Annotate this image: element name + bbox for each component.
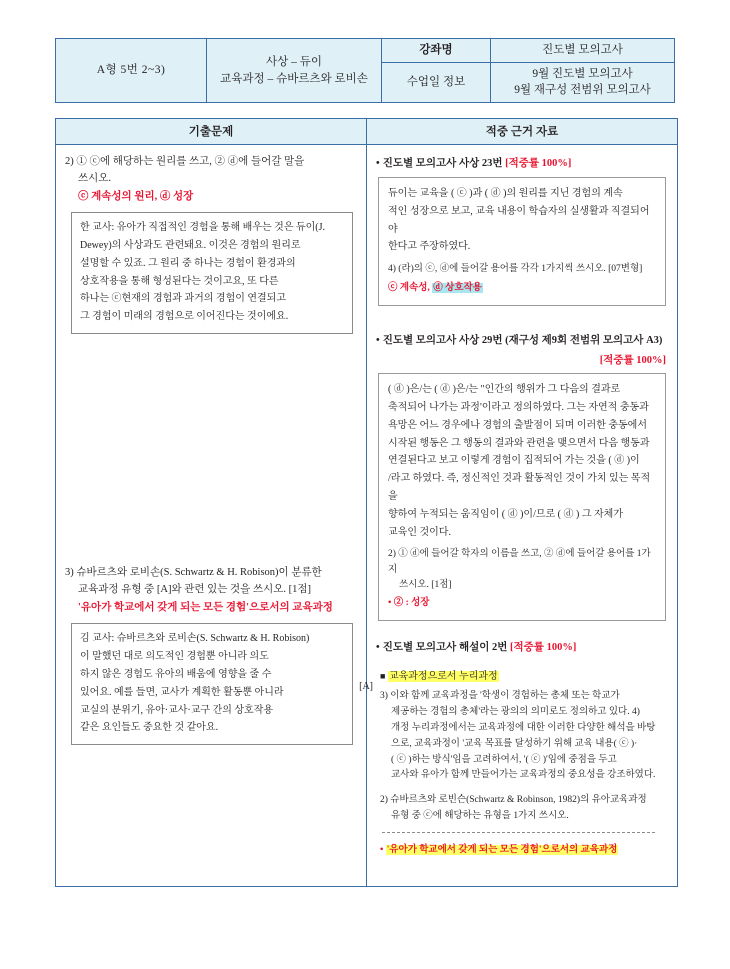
dialogue-box-kim — [71, 623, 353, 745]
header-topic — [207, 39, 382, 103]
dialogue-2-line5: 교실의 분위기, 유아·교사·교구 간의 상호작용 — [80, 704, 274, 716]
source-2-line2: 축적되어 나가는 과정'이라고 정의하였다. 그는 자연적 충동과 — [388, 402, 649, 414]
source-3-answer: '유아가 학교에서 갖게 되는 모든 경험'으로서의 교육과정 — [386, 845, 618, 856]
source-3-p1-line4: 으로, 교육과정이 '교육 목표를 달성하기 위해 교육 내용( ⓒ )· — [391, 738, 638, 749]
source-2-accuracy: [적중률 100%] — [599, 355, 666, 367]
source-2-heading — [376, 332, 668, 349]
header-topic-line2: 교육과정 – 슈바르츠와 로비손 — [220, 72, 368, 85]
header-topic-line1: 사상 – 듀이 — [266, 55, 322, 68]
source-1-box — [378, 177, 666, 306]
header-label-course: 강좌명 — [382, 39, 491, 63]
red-bullet-icon: • — [380, 845, 384, 856]
source-2-line8: 교육인 것이다. — [388, 526, 451, 538]
source-1-line3: 한다고 주장하였다. — [388, 241, 471, 253]
source-3-p1-line6: 교사와 유아가 함께 만들어가는 교육과정의 중요성을 강조하였다. — [391, 770, 656, 781]
source-3-p1-line5: ( ⓒ )하는 방식'임을 고려하여서, '( ⓒ )'임에 중점을 두고 — [391, 754, 617, 765]
dialogue-2-text1: 슈바르츠와 로비손(S. Schwartz & H. Robison) — [116, 633, 310, 645]
source-1-accuracy: [적중률 100%] — [505, 158, 572, 169]
dialogue-1-line3: 설명할 수 있죠. 그 원리 중 하나는 경험이 환경과의 — [80, 257, 296, 269]
source-1-title: 진도별 모의고사 사상 23번 — [382, 158, 503, 169]
dialogue-1-line1 — [80, 219, 344, 237]
source-3-paragraph-1 — [380, 689, 657, 785]
source-2-line4: 시작된 행동은 그 행동의 결과와 관련을 맺으면서 다음 행동과 — [388, 437, 650, 449]
dialogue-2-line1 — [80, 630, 344, 648]
header-title: A형 5번 2~3) — [56, 39, 207, 103]
dialogue-2-line2: 이 말했던 대로 의도적인 경험뿐 아니라 의도 — [80, 651, 269, 663]
content-table — [55, 118, 678, 887]
source-2-subquestion-line1: 2) ① ⓓ에 들어갈 학자의 이름을 쓰고, ② ⓓ에 들어갈 용어를 1가지 — [388, 549, 651, 575]
question-3-line1: 3) 슈바르츠와 로비손(S. Schwartz & H. Robison)이 분류한 — [65, 567, 322, 579]
column-header-questions: 기출문제 — [56, 119, 367, 145]
source-3-p1-line1: 3) 이와 함께 교육과정을 '학생이 경험하는 총체 또는 학교가 — [380, 690, 620, 701]
source-3-paragraph-2 — [380, 793, 657, 825]
dialogue-box-han — [71, 212, 353, 334]
dialogue-1-line2: Dewey)의 사상과도 관련돼요. 이것은 경험의 원리로 — [80, 240, 301, 252]
source-2-subquestion-line2: 쓰시오. [1점] — [399, 579, 452, 590]
source-3-box — [378, 661, 666, 867]
question-2-line2: 쓰시오. — [78, 173, 112, 185]
source-3-title: 진도별 모의고사 해설이 2번 — [382, 641, 508, 653]
source-2-line6: /라고 하였다. 즉, 정신적인 것과 활동적인 것이 가치 있는 목적을 — [388, 473, 651, 503]
source-3-p2-line2: 유형 중 ⓒ에 해당하는 유형을 1가지 쓰시오. — [391, 811, 569, 822]
header-value-course: 진도별 모의고사 — [491, 39, 675, 63]
questions-content — [56, 145, 373, 759]
source-1-answer-2: ⓓ 상호작용 — [433, 283, 482, 294]
source-1-subquestion: 4) (라)의 ⓒ, ⓓ에 들어갈 용어를 각각 1가지씩 쓰시오. [07변형] — [388, 264, 643, 275]
dialogue-2-line3: 하지 않은 경험도 유아의 배움에 영향을 줄 수 — [80, 668, 272, 680]
dialogue-2-speaker: 김 교사: — [80, 633, 115, 645]
content-body-row — [56, 145, 678, 887]
source-2-line3: 욕망은 어느 경우에나 경험의 출발점이 되며 이러한 충동에서 — [388, 419, 647, 431]
source-2-answer: • ② : 성장 — [388, 598, 430, 609]
question-2-line1: 2) ① ⓒ에 해당하는 원리를 쓰고, ② ⓓ에 들어갈 말을 — [65, 156, 305, 167]
source-3-p1-line3: 개정 누리과정에서는 교육과정에 대한 이러한 다양한 해석을 바탕 — [391, 722, 656, 733]
source-2-line5: 연결된다고 보고 이렇게 경험이 집적되어 가는 것을 ( ⓓ )이 — [388, 455, 640, 467]
source-2-line7: 향하여 누적되는 움직임이 ( ⓓ )이/므로 ( ⓓ ) 그 자체가 — [388, 508, 623, 520]
questions-cell — [56, 145, 373, 887]
header-table — [55, 38, 675, 103]
source-1-line1: 듀이는 교육을 ( ⓒ )과 ( ⓓ )의 원리를 지닌 경험의 계속 — [388, 188, 623, 199]
dialogue-2-line6: 같은 요인들도 중요한 것 같아요. — [80, 722, 219, 734]
bullet-dot-icon-3: • — [376, 641, 380, 653]
source-2-subquestion — [388, 547, 656, 593]
header-value-detail — [491, 62, 675, 102]
source-2-line1: ( ⓓ )은/는 ( ⓓ )은/는 "인간의 행위가 그 다음의 결과로 — [388, 384, 621, 396]
source-3-section-label — [380, 668, 657, 686]
question-3-line2: 교육과정 유형 중 [A]와 관련 있는 것을 쓰시오. [1점] — [78, 584, 312, 596]
source-3-heading — [376, 639, 668, 656]
dialogue-1-line5: 하나는 ⓒ현재의 경험과 과거의 경험이 연결되고 — [80, 293, 287, 305]
header-value-detail-line1: 9월 진도별 모의고사 — [532, 67, 633, 80]
source-1-answers — [388, 279, 656, 297]
dialogue-wrapper-kim — [65, 623, 373, 745]
dialogue-1-speaker: 한 교사: — [80, 222, 115, 234]
dialogue-1-line6: 그 경험이 미래의 경험으로 이어진다는 것이에요. — [80, 311, 289, 323]
dialogue-2-line4: 있어요. 예를 들면, 교사가 계획한 활동뿐 아니라 — [80, 686, 284, 698]
header-label-date: 수업일 정보 — [382, 62, 491, 102]
dashed-divider — [382, 832, 655, 833]
question-2-answer: ⓒ 계속성의 원리, ⓓ 성장 — [78, 190, 194, 202]
source-2-title: 진도별 모의고사 사상 29번 (재구성 제9회 전범위 모의고사 A3) — [382, 335, 663, 347]
content-header-row — [56, 119, 678, 145]
dialogue-1-line4: 상호작용을 통해 형성된다는 것이고요, 또 다른 — [80, 275, 279, 287]
sources-content — [367, 145, 677, 886]
header-row — [56, 39, 675, 63]
dialogue-1-text1: 유아가 직접적인 경험을 통해 배우는 것은 듀이(J. — [116, 222, 326, 234]
header-value-detail-line2: 9월 재구성 전범위 모의고사 — [514, 84, 651, 97]
question-2 — [65, 153, 357, 205]
source-1-answer-1: ⓒ 계속성, — [388, 283, 430, 294]
source-3-section-label-text: 교육과정으로서 누리과정 — [388, 670, 498, 682]
question-3 — [65, 564, 357, 616]
sources-cell — [367, 145, 678, 887]
source-3-accuracy: [적중률 100%] — [510, 641, 577, 653]
source-3-p2-line1: 2) 슈바르츠와 로빈슨(Schwartz & Robinson, 1982)의 유아교육과정 — [380, 795, 647, 806]
source-3-answer-row — [380, 842, 657, 859]
bullet-dot-icon: • — [376, 158, 380, 169]
source-1-line2: 적인 성장으로 보고, 교육 내용이 학습자의 실생활과 직결되어야 — [388, 205, 650, 235]
source-2-box — [378, 373, 666, 621]
bracket-a-tag: [A] — [359, 681, 373, 693]
source-3-p1-line2: 제공하는 경험의 총체'라는 광의의 의미로도 정의하고 있다. 4) — [391, 706, 640, 717]
column-header-sources: 적중 근거 자료 — [367, 119, 678, 145]
black-square-icon: ■ — [380, 670, 386, 681]
bullet-dot-icon-2: • — [376, 335, 380, 347]
source-1-heading — [376, 155, 668, 172]
question-3-answer: '유아가 학교에서 갖게 되는 모든 경험'으로서의 교육과정 — [78, 601, 333, 613]
